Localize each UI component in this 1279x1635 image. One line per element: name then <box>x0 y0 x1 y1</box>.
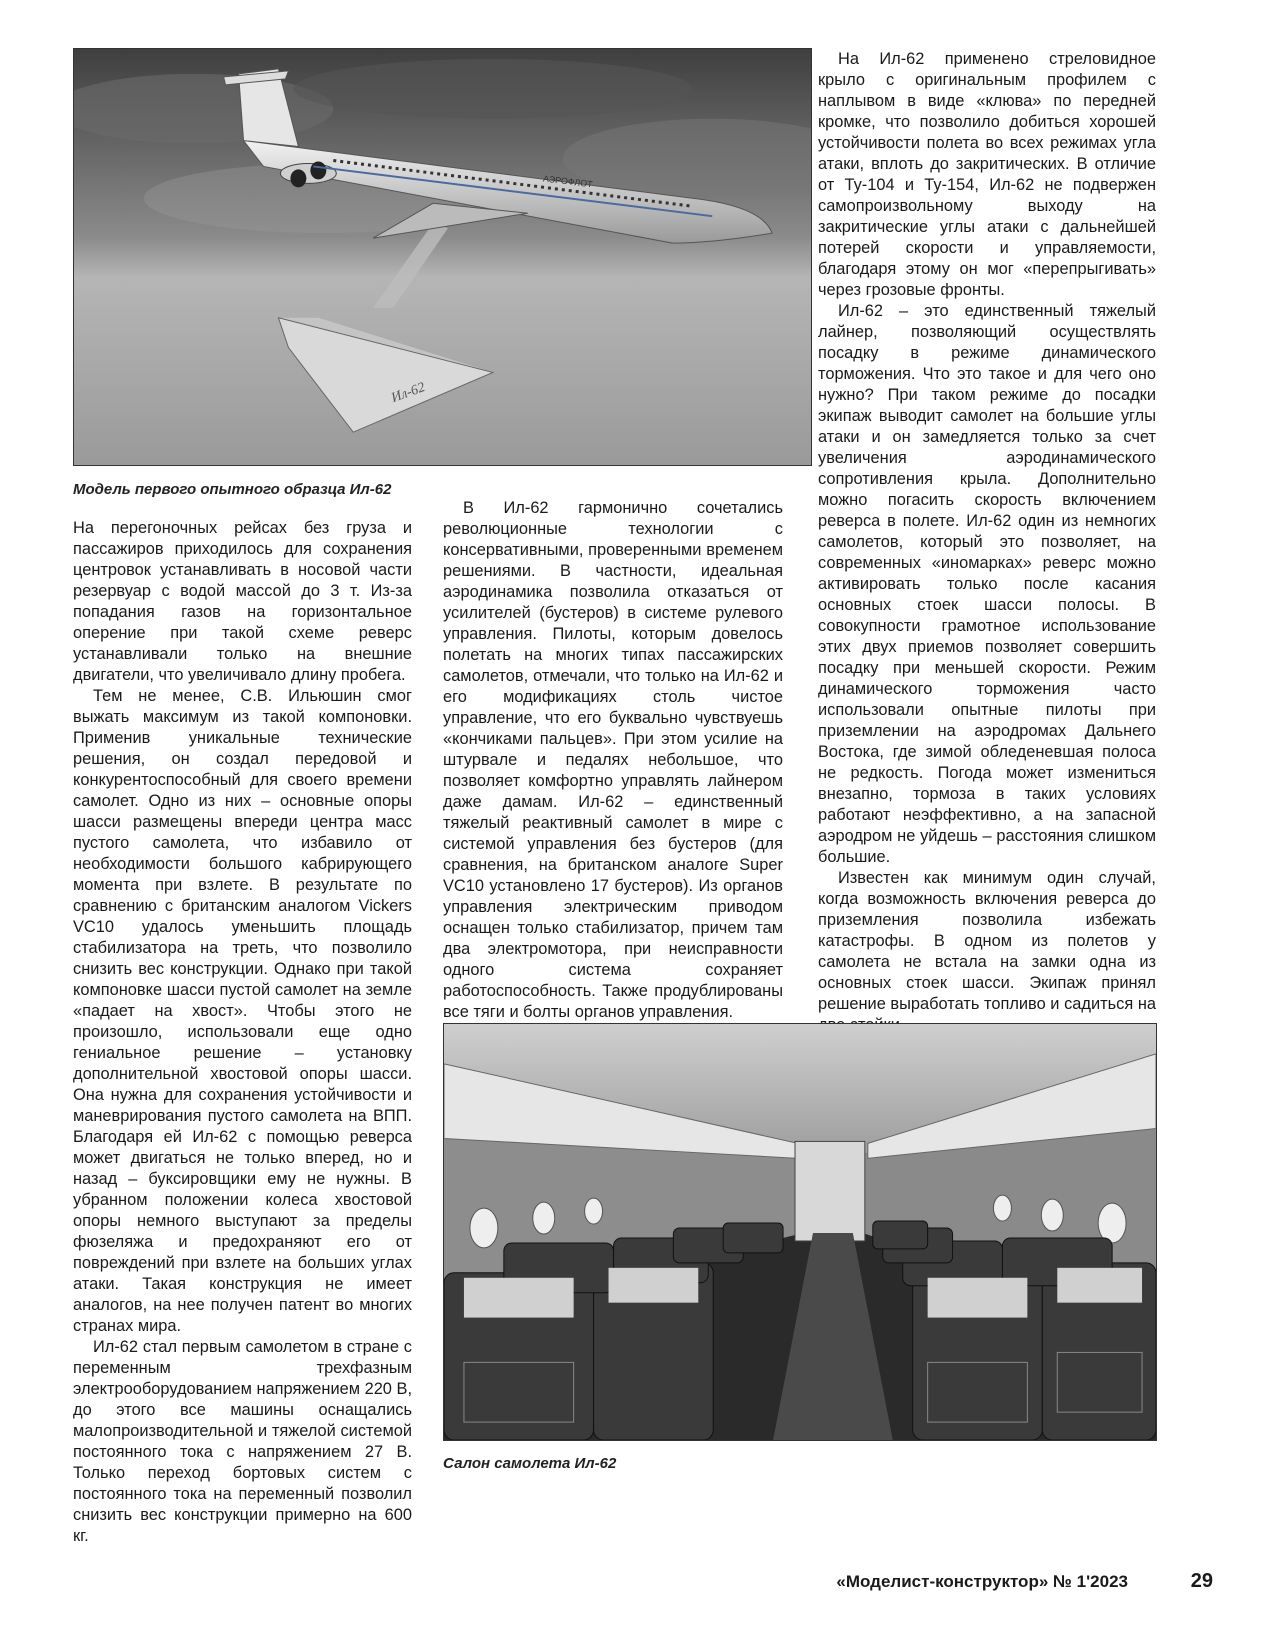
paragraph: Ил-62 стал первым самолетом в стране с переменным трехфазным электрооборудованием напряжением 220 В, до этого все машины оснащались малопроизводительной и тяжелой системой постоянного тока с напряжением 27 В. Только переход бортовых систем с постоянного тока на переменный позволил снизить вес конструкции примерно на 600 кг. <box>73 1338 412 1545</box>
paragraph: В Ил-62 гармонично сочетались революционные технологии с консервативными, проверенными временем решениями. В частности, идеальная аэродинамика позволила отказаться от усилителей (бустеров) в системе рулевого управления. Пилоты, которым довелось полетать на многих типах пассажирских самолетов, отмечали, что только на Ил-62 и его модификациях столь чистое управление, что его буквально чувствуешь «кончиками пальцев». При этом усилие на штурвале и педалях небольшое, что позволяет комфортно управлять лайнером даже дамам. Ил-62 – единственный тяжелый реактивный самолет в мире с системой управления без бустеров (для сравнения, на британском аналоге Super VC10 установлено 17 бустеров). Из органов управления электрическим приводом оснащен только стабилизатор, причем там два электромотора, при неисправности одного система сохраняет работоспособность. Также продублированы все тяги и болты органов управления. <box>443 499 783 1021</box>
model-photo <box>73 48 812 466</box>
paragraph: На Ил-62 применено стреловидное крыло с оригинальным профилем с наплывом в виде «клюва» по передней кромке, что позволило добиться хорошей устойчивости полета во всех режимах угла атаки, вплоть до закритических. В отличие от Ту-104 и Ту-154, Ил-62 не подвержен самопроизвольному выходу на закритические углы атаки с дальнейшей потерей скорости и управляемости, благодаря этому он мог «перепрыгивать» через грозовые фронты. <box>818 50 1156 299</box>
cabin-photo-caption: Салон самолета Ил-62 <box>443 1455 617 1472</box>
paragraph: Известен как минимум один случай, когда возможность включения реверса до приземления позволила избежать катастрофы. В одном из полетов у самолета не встала на замки одна из основных стоек шасси. Экипаж принял решение выработать топливо и садиться на <box>818 869 1156 1013</box>
column-middle <box>443 498 783 1023</box>
cabin-photo-image <box>444 1024 1156 1440</box>
column-right <box>818 49 1156 1036</box>
stand-label: Ил-62 <box>389 380 428 407</box>
model-photo-image <box>74 49 811 465</box>
paragraph: Тем не менее, С.В. Ильюшин смог выжать максимум из такой компоновки. Применив уникальные технические решения, он создал передовой и конкурентоспособный для своего времени самолет. Одно из них – основные опоры шасси размещены впереди центра масс пустого самолета, что избавило от необходимости большого кабрирующего момента при взлете. В результате по сравнению с британским аналогом Vickers VC10 удалось уменьшить площадь стабилизатора на треть, что позволило снизить вес конструкции. Однако при такой компоновке шасси пустой самолет на земле «падает на хвост». Чтобы этого не произошло, использовали еще одно гениальное решение – установку дополнительной хвостовой опоры шасси. Она нужна для сохранения устойчивости и маневрирования пустого самолета на ВПП. Благодаря ей Ил-62 с помощью реверса может двигаться не только вперед, но и назад – буксировщики ему не нужны. В убранном положении колеса хвостовой опоры немного выступают за пределы фюзеляжа и предохраняют его от повреждений при взлете на больших углах атаки. Такая конструкция не имеет аналогов, на нее получен патент во многих странах мира. <box>73 687 412 1335</box>
paragraph: Ил-62 – это единственный тяжелый лайнер, позволяющий осуществлять посадку в режиме динамического торможения. Что это такое и для чего оно нужно? При таком режиме до посадки экипаж выводит самолет на большие углы атаки и он замедляется только за счет увеличения аэродинамического сопротивления крыла. Дополнительно можно погасить скорость включением реверса в полете. Ил-62 один из немногих самолетов, который это позволяет, на современных «иномарках» реверс можно активировать только после касания основных стоек шасси полосы. В совокупности грамотное использование этих двух приемов позволяет совершить посадку при меньшей скорости. Режим динамического торможения часто использовали опытные пилоты при приземлении на аэродромах Дальнего Востока, где зимой обледеневшая полоса не редкость. Погода может измениться внезапно, тормоза в таких условиях работают неэффективно, а на запасной аэродром не уйдешь – расстояния слишком большие. <box>818 302 1156 866</box>
livery-text: АЭРОФЛОТ <box>542 173 594 190</box>
paragraph: На перегоночных рейсах без груза и пассажиров приходилось для сохранения центровок устанавливать в носовой части резервуар с водой массой до 3 т. Из-за попадания газов на горизонтальное оперение при такой схеме реверс устанавливали только на внешние двигатели, что увеличивало длину пробега. <box>73 519 412 684</box>
page-number: 29 <box>1190 1570 1213 1592</box>
magazine-title: «Моделист-конструктор» № 1'2023 <box>836 1572 1128 1591</box>
model-photo-caption: Модель первого опытного образца Ил-62 <box>73 481 392 498</box>
column-left <box>73 518 412 1547</box>
cabin-photo <box>443 1023 1157 1441</box>
